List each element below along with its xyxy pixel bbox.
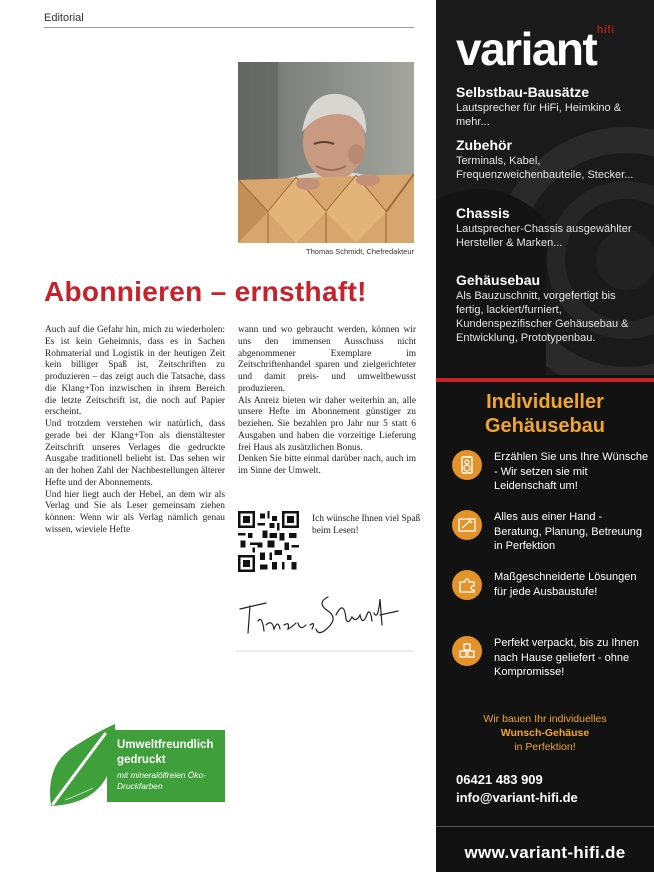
boxes-icon bbox=[452, 636, 482, 666]
feature-delivery bbox=[452, 636, 650, 700]
signature bbox=[236, 585, 414, 653]
footer-divider bbox=[436, 826, 654, 827]
advertisement-panel bbox=[436, 0, 654, 872]
article-paragraph: Auch auf die Gefahr hin, mich zu wiederholen: Es ist kein Geheimnis, dass es in Sachen Rohmaterial und Logistik in der heutigen Zeit kein billiger Spaß ist, Zeitschriften zu produzieren – das zeigt auch die Tatsache, dass die Klang+Ton inzwischen in ihrem Bereich die letzte Zeitschrift ist, die noch auf Papier erscheint. bbox=[45, 325, 225, 418]
website-link[interactable]: www.variant-hifi.de bbox=[464, 843, 626, 862]
category-description: Lautsprecher-Chassis ausgewählter Hersteller & Marken... bbox=[456, 223, 632, 249]
category-cabinet-building bbox=[456, 272, 646, 345]
eco-title: Umweltfreundlich gedruckt bbox=[117, 739, 214, 766]
qr-code[interactable] bbox=[238, 511, 299, 572]
category-title: Gehäusebau bbox=[456, 272, 541, 288]
brand-logo[interactable] bbox=[456, 23, 636, 75]
category-title: Selbstbau-Bausätze bbox=[456, 84, 590, 100]
category-kits bbox=[456, 84, 646, 129]
article-column-2 bbox=[238, 325, 416, 478]
leaf-icon bbox=[45, 724, 121, 808]
drafting-icon bbox=[452, 510, 482, 540]
category-title: Chassis bbox=[456, 205, 510, 221]
closing-text: Ich wünsche Ihnen viel Spaß beim Lesen! bbox=[312, 514, 421, 536]
category-description: Als Bauzuschnitt, vorgefertigt bis fertig, lackiert/furniert, Kundenspezifischer Gehäusebau & Entwicklung, Prototypenbau. bbox=[456, 290, 629, 344]
article-paragraph: Als Anreiz bieten wir daher weiterhin an, alle unsere Hefte im Abonnement günstiger zu beziehen. Sie bezahlen pro Jahr nur 5 statt 6 Ausgaben und haben die vorzeitige Lieferung frei Haus als zusätzlichen Bonus. bbox=[238, 395, 416, 453]
feature-text: Erzählen Sie uns Ihre Wünsche - Wir setzen sie mit Leidenschaft um! bbox=[494, 451, 649, 492]
article-paragraph: wann und wo gebraucht werden, können wir uns den immensen Ausschuss nicht abgenommener Exemplare im Zeitschriftenhandel sparen und zielgerichteter und damit preis- und umweltbewusst produzieren. bbox=[238, 325, 416, 394]
eco-subtitle: mit mineralölfreien Öko-Druckfarben bbox=[117, 770, 206, 791]
category-description: Terminals, Kabel, Frequenzweichenbauteile, Stecker... bbox=[456, 155, 634, 181]
editor-photo bbox=[238, 62, 414, 243]
ad-divider bbox=[436, 378, 654, 382]
feature-text: Maßgeschneiderte Lösungen für jede Ausbaustufe! bbox=[494, 571, 637, 598]
feature-wishes bbox=[452, 450, 650, 514]
feature-text: Perfekt verpackt, bis zu Ihnen nach Hause geliefert - ohne Kompromisse! bbox=[494, 637, 639, 678]
phone-number[interactable]: 06421 483 909 bbox=[456, 772, 543, 787]
feature-tailored bbox=[452, 570, 650, 634]
tagline-line: Wir bauen Ihr individuelles bbox=[483, 713, 607, 725]
email-link[interactable]: info@variant-hifi.de bbox=[456, 790, 578, 805]
category-accessories bbox=[456, 137, 646, 182]
article-paragraph: Denken Sie bitte einmal darüber nach, auch im im Sinne der Umwelt. bbox=[238, 454, 416, 476]
puzzle-icon bbox=[452, 570, 482, 600]
tagline-line: in Perfektion! bbox=[514, 741, 576, 753]
feature-text: Alles aus einer Hand - Beratung, Planung, Betreuung in Perfektion bbox=[494, 511, 643, 552]
promo-title: Individueller Gehäusebau bbox=[484, 391, 606, 437]
header-divider bbox=[44, 27, 414, 28]
category-title: Zubehör bbox=[456, 137, 512, 153]
article-paragraph: Und trotzdem verstehen wir natürlich, dass gerade bei der Klang+Ton als dienstältester Zeitschrift unseres Verlages die gedruckte Ausgabe traditionell beliebt ist. Das sehen wir an der hohen Zahl der Nachbestellungen älterer Hefte und der Abonnements. bbox=[45, 419, 225, 488]
article-column-1 bbox=[45, 325, 225, 537]
category-description: Lautsprecher für HiFi, Heimkino & mehr... bbox=[456, 102, 622, 128]
speaker-icon bbox=[452, 450, 482, 480]
tagline bbox=[436, 712, 654, 754]
photo-caption: Thomas Schmidt, Chefredakteur bbox=[306, 247, 414, 256]
feature-one-hand bbox=[452, 510, 650, 574]
brand-wordmark: variant bbox=[456, 23, 597, 75]
section-label: Editorial bbox=[44, 12, 84, 24]
category-chassis bbox=[456, 205, 646, 250]
article-headline: Abonnieren – ernsthaft! bbox=[44, 276, 367, 307]
eco-print-badge bbox=[45, 724, 225, 808]
tagline-line: Wunsch-Gehäuse bbox=[500, 727, 590, 739]
article-paragraph: Und hier liegt auch der Hebel, an dem wir als Verlag und Sie als Leser gemeinsam ziehen können: Wenn wir als Verlag nämlich genau wissen, wieviele Hefte bbox=[45, 489, 225, 535]
brand-subtext: hifi bbox=[597, 24, 616, 36]
